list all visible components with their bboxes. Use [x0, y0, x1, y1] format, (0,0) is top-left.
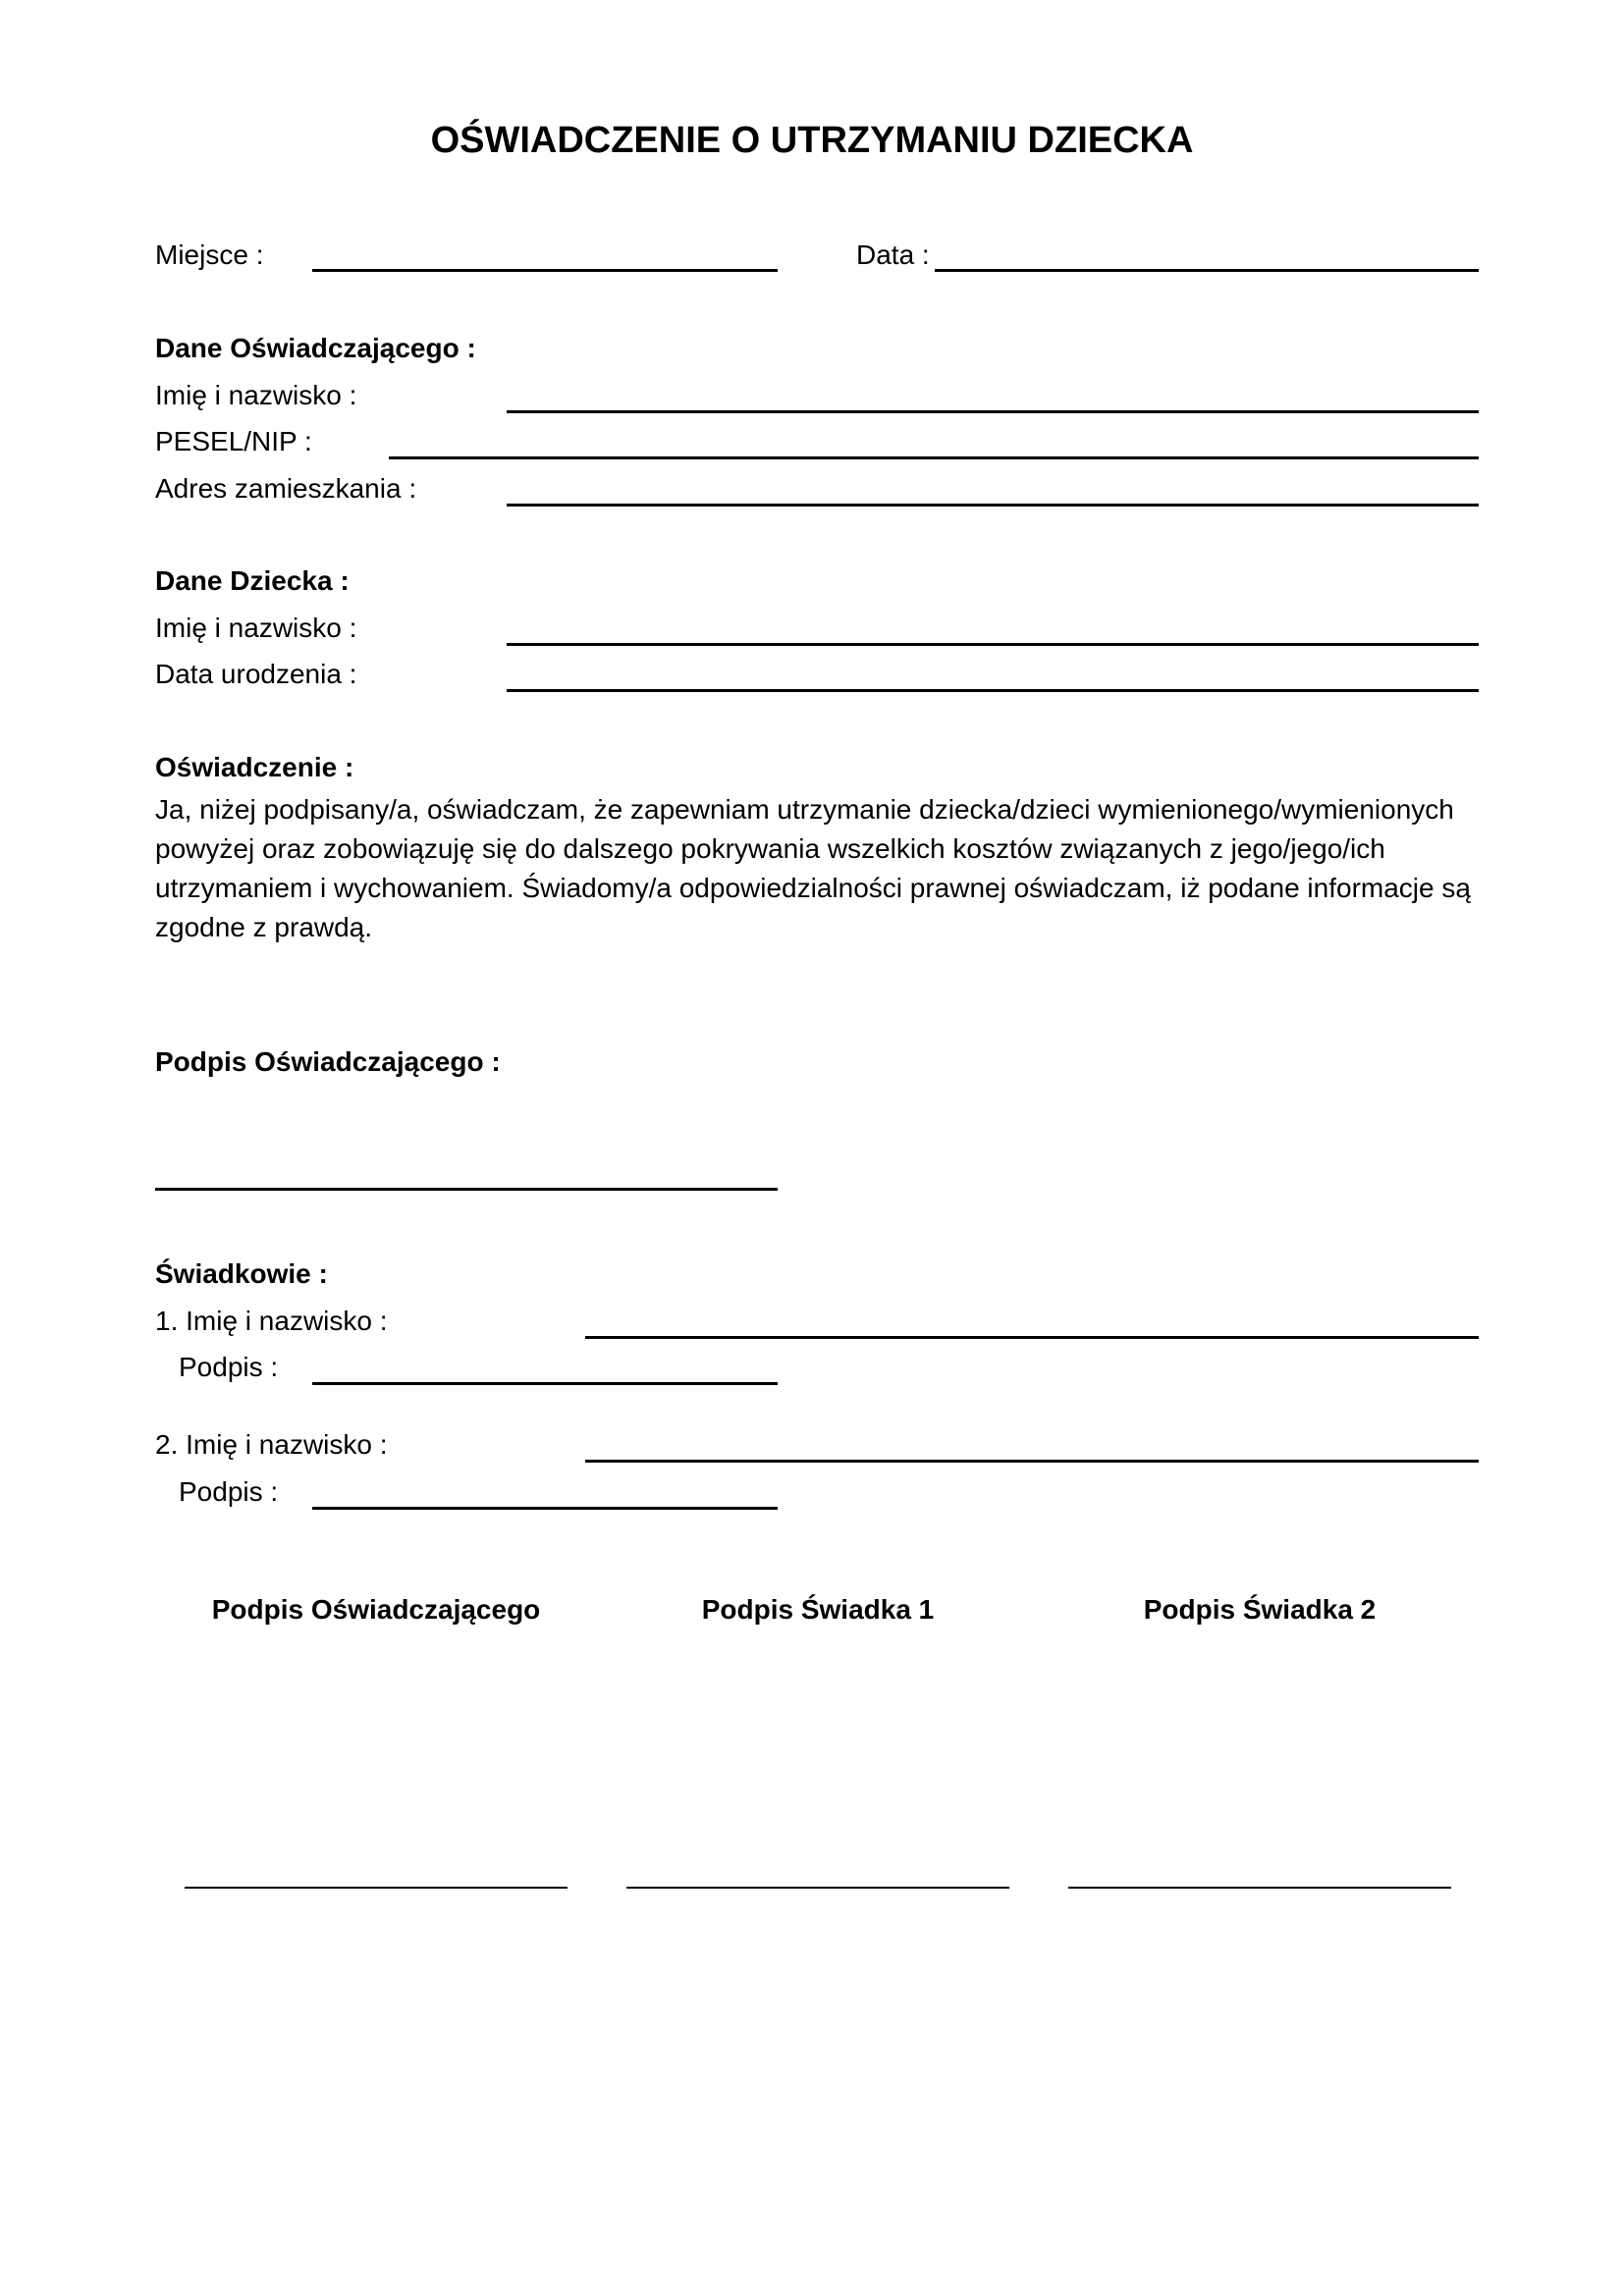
declarant-address-label: Adres zamieszkania : [155, 473, 417, 504]
witness2-sign-field[interactable] [312, 1507, 778, 1510]
declarant-address-field[interactable] [507, 504, 1479, 507]
witness2-name-label: 2. Imię i nazwisko : [155, 1429, 388, 1460]
child-name-field[interactable] [507, 643, 1479, 646]
witness1-name-field[interactable] [585, 1336, 1479, 1339]
statement-heading: Oświadczenie : [155, 752, 354, 782]
date-label: Data : [856, 240, 930, 270]
signature-heading: Podpis Oświadczającego : [155, 1046, 501, 1077]
child-heading: Dane Dziecka : [155, 565, 350, 596]
statement-text: Ja, niżej podpisany/a, oświadczam, że zapewniam utrzymanie dziecka/dzieci wymienionego/wymienionych powyżej oraz zobowiązuję się do dalszego pokrywania wszelkich kosztów związanych z jego/jego/ich utrzymaniem i wychowaniem. Świadomy/a odpowiedzialności prawnej oświadczam, iż podane informacje są zgodne z prawdą. [155, 794, 1471, 942]
witnesses-heading: Świadkowie : [155, 1258, 328, 1289]
child-birth-field[interactable] [507, 689, 1479, 692]
declarant-pesel-field[interactable] [389, 456, 1479, 459]
footer-declarant-label: Podpis Oświadczającego [211, 1594, 541, 1625]
witness1-sign-field[interactable] [312, 1382, 778, 1385]
place-label: Miejsce : [155, 240, 264, 270]
declarant-signature-field[interactable] [155, 1188, 778, 1191]
declarant-name-label: Imię i nazwisko : [155, 380, 357, 410]
declarant-pesel-label: PESEL/NIP : [155, 426, 312, 456]
document-title: OŚWIADCZENIE O UTRZYMANIU DZIECKA [430, 120, 1194, 161]
child-birth-label: Data urodzenia : [155, 659, 357, 689]
footer-declarant-signature-line[interactable] [185, 1887, 568, 1889]
declarant-heading: Dane Oświadczającego : [155, 333, 476, 363]
witness1-name-label: 1. Imię i nazwisko : [155, 1306, 388, 1336]
date-field[interactable] [935, 269, 1479, 272]
witness2-name-field[interactable] [585, 1460, 1479, 1463]
declarant-name-field[interactable] [507, 410, 1479, 413]
witness1-sign-label: Podpis : [179, 1352, 279, 1382]
place-field[interactable] [312, 269, 778, 272]
footer-witness2-label: Podpis Świadka 2 [1143, 1594, 1377, 1625]
child-name-label: Imię i nazwisko : [155, 613, 357, 643]
footer-witness1-signature-line[interactable] [626, 1887, 1009, 1889]
witness2-sign-label: Podpis : [179, 1476, 279, 1507]
footer-witness2-signature-line[interactable] [1068, 1887, 1451, 1889]
footer-witness1-label: Podpis Świadka 1 [701, 1594, 935, 1625]
